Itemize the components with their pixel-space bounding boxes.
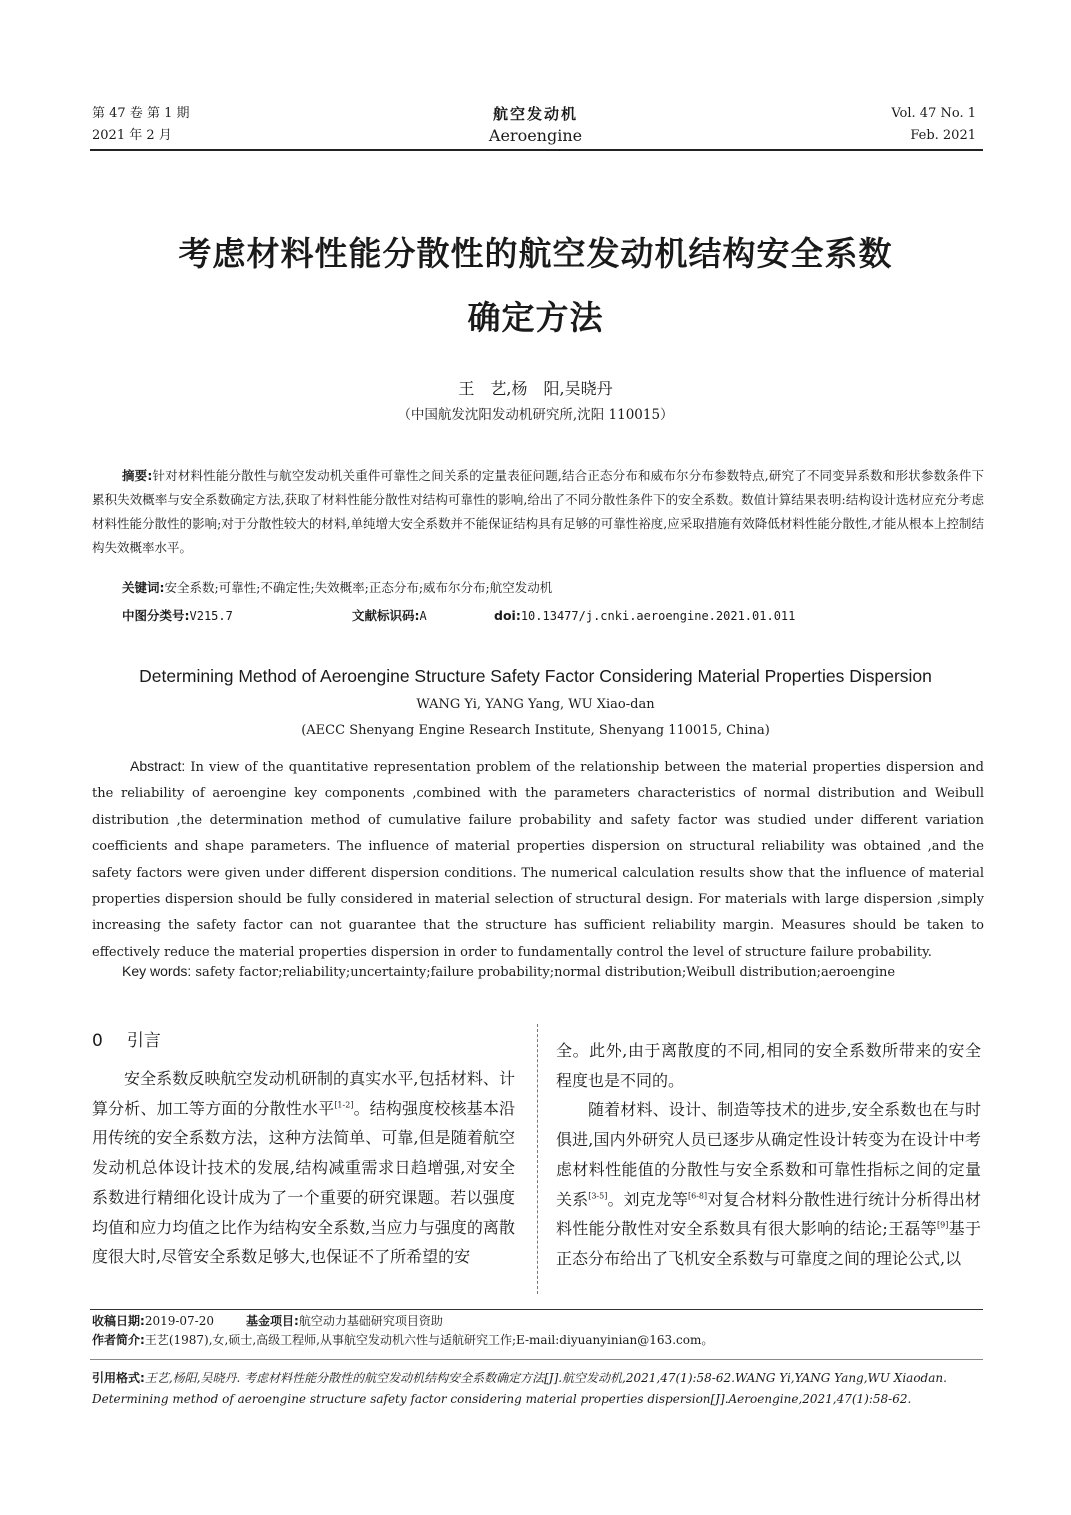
- paper-title: [0, 222, 1071, 350]
- left-text-a: 安全系数反映航空发动机研制的真实水平,包括材料、计算分析、加工等方面的分散性水平: [92, 1069, 515, 1118]
- clc-label: 中图分类号:: [122, 608, 190, 623]
- header-rule: [90, 149, 983, 151]
- english-affiliation: (AECC Shenyang Engine Research Institute, Shenyang 110015, China): [301, 723, 770, 738]
- doc-value: A: [419, 609, 427, 623]
- date-cn: 2021 年 2 月: [92, 128, 172, 143]
- fund-label: 基金项目:: [246, 1314, 299, 1328]
- author-bio-label: 作者简介:: [92, 1333, 145, 1347]
- section-title: 引言: [126, 1031, 161, 1051]
- abstract-cn: [92, 464, 984, 560]
- classification-row: [122, 606, 982, 624]
- section-number: 0: [92, 1031, 103, 1051]
- right-text-a: 随着材料、设计、制造等技术的进步,安全系数也在与时俱进,国内外研究人员已逐步从确定性设计转变为在设计中考虑材料性能值的分散性与安全系数和可靠性指标之间的定量关系: [556, 1100, 981, 1209]
- citation-rule: [90, 1359, 983, 1360]
- author-bio-value: 王艺(1987),女,硕士,高级工程师,从事航空发动机六性与适航研究工作;E-mail:diyuanyinian@163.com。: [144, 1333, 714, 1347]
- received-label: 收稿日期:: [92, 1314, 145, 1328]
- keywords-en-label: Key words:: [122, 963, 192, 979]
- affiliation: （中国航发沈阳发动机研究所,沈阳 110015）: [397, 407, 674, 423]
- keywords-en-text: safety factor;reliability;uncertainty;failure probability;normal distribution;Weibull distribution;aeroengine: [195, 965, 896, 980]
- right-text-b: 。刘克龙等: [607, 1189, 688, 1209]
- column-divider: [537, 1024, 538, 1294]
- abstract-en-text: In view of the quantitative representation problem of the relationship between the material properties dispersion and the reliability of aeroengine key components ,combined with the parameters characteristics of normal distribution and Weibull distribution ,the determination method of cumulative failure probability and safety factor was studied under different variation coefficients and shape parameters. The influence of material properties dispersion on structural reliability was obtained ,and the safety factors were given under different dispersion conditions. The numerical calculation results show that the influence of material properties dispersion should be fully considered in material selection of structural design. For materials with large dispersion ,simply increasing the safety factor can not guarantee that the structure has sufficient reliability margin. Measures should be taken to effectively reduce the material properties dispersion in order to fundamentally control the level of structure failure probability.: [92, 760, 984, 960]
- date-en: Feb. 2021: [910, 128, 976, 143]
- authors: 王 艺,杨 阳,吴晓丹: [458, 379, 613, 398]
- keywords-cn-text: 安全系数;可靠性;不确定性;失效概率;正态分布;威布尔分布;航空发动机: [164, 580, 553, 595]
- received-value: 2019-07-20: [144, 1314, 214, 1328]
- english-authors: WANG Yi, YANG Yang, WU Xiao-dan: [416, 697, 655, 712]
- right-paragraph-2: [556, 1095, 981, 1273]
- keywords-en: [122, 963, 982, 980]
- english-title: Determining Method of Aeroengine Structure Safety Factor Considering Material Properties Dispersion: [139, 666, 932, 686]
- right-text-d: 基于正态分布给出了飞机安全系数与可靠度之间的理论公式,以: [556, 1219, 981, 1268]
- doi-value: 10.13477/j.cnki.aeroengine.2021.01.011: [520, 609, 796, 623]
- abstract-en: [92, 753, 984, 966]
- issue-label: 第 47 卷 第 1 期: [92, 106, 190, 121]
- section-heading: [92, 1026, 161, 1051]
- citation-ref[interactable]: [9]: [937, 1220, 949, 1230]
- header-volume: [891, 103, 976, 147]
- abstract-en-label: Abstract:: [130, 758, 186, 774]
- doi: [494, 608, 795, 623]
- body-column-right: [556, 1036, 981, 1274]
- body-column-left: [92, 1064, 515, 1272]
- footnote-rule: [90, 1309, 983, 1310]
- citation-ref[interactable]: [1-2]: [334, 1100, 354, 1110]
- doi-label: doi:: [494, 608, 521, 623]
- clc-value: V215.7: [189, 609, 233, 623]
- abstract-cn-text: 针对材料性能分散性与航空发动机关重件可靠性之间关系的定量表征问题,结合正态分布和威布尔分布参数特点,研究了不同变异系数和形状参数条件下累积失效概率与安全系数确定方法,获取了材料性能分散性对结构可靠性的影响,给出了不同分散性条件下的安全系数。数值计算结果表明:结构设计选材应充分考虑材料性能分散性的影响;对于分散性较大的材料,单纯增大安全系数并不能保证结构具有足够的可靠性裕度,应采取措施有效降低材料性能分散性,才能从根本上控制结构失效概率水平。: [92, 468, 985, 555]
- doc-code: [352, 606, 494, 624]
- abstract-cn-label: 摘要:: [122, 468, 153, 483]
- journal-name-cn: 航空发动机: [492, 105, 578, 123]
- citation-text: 王艺,杨阳,吴晓丹. 考虑材料性能分散性的航空发动机结构安全系数确定方法[J].航空发动机,2021,47(1):58-62.WANG Yi,YANG Yang,WU Xiaodan. Determining method of aeroengine structure safety factor considering material properties dispersion[J].Aeroengine,2021,47(1):58-62.: [92, 1371, 947, 1406]
- citation-label: 引用格式:: [92, 1371, 145, 1385]
- footnote-author: [92, 1331, 984, 1349]
- citation-ref[interactable]: [3-5]: [588, 1191, 608, 1201]
- left-text-b: 。结构强度校核基本沿用传统的安全系数方法，这种方法简单、可靠,但是随着航空发动机总体设计技术的发展,结构减重需求日趋增强,对安全系数进行精细化设计成为了一个重要的研究课题。若以强度均值和应力均值之比作为结构安全系数,当应力与强度的离散度很大时,尽管安全系数足够大,也保证不了所希望的安: [92, 1098, 515, 1267]
- title-line-2: 确定方法: [467, 298, 604, 337]
- right-text-c: 对复合材料分散性进行统计分析得出材料性能分散性对安全系数具有很大影响的结论;王磊等: [556, 1189, 981, 1239]
- citation-ref[interactable]: [6-8]: [688, 1191, 708, 1201]
- footnote-received: [92, 1312, 984, 1330]
- keywords-cn-label: 关键词:: [122, 580, 165, 595]
- citation-format: [92, 1368, 984, 1410]
- clc-code: [122, 606, 352, 624]
- journal-name-en: Aeroengine: [488, 126, 583, 145]
- title-line-1: 考虑材料性能分散性的航空发动机结构安全系数: [178, 234, 893, 273]
- right-paragraph-1: 全。此外,由于离散度的不同,相同的安全系数所带来的安全程度也是不同的。: [556, 1041, 981, 1090]
- keywords-cn: [122, 578, 552, 596]
- fund-value: 航空动力基础研究项目资助: [298, 1314, 443, 1328]
- doc-label: 文献标识码:: [352, 608, 420, 623]
- volume-en: Vol. 47 No. 1: [891, 106, 976, 121]
